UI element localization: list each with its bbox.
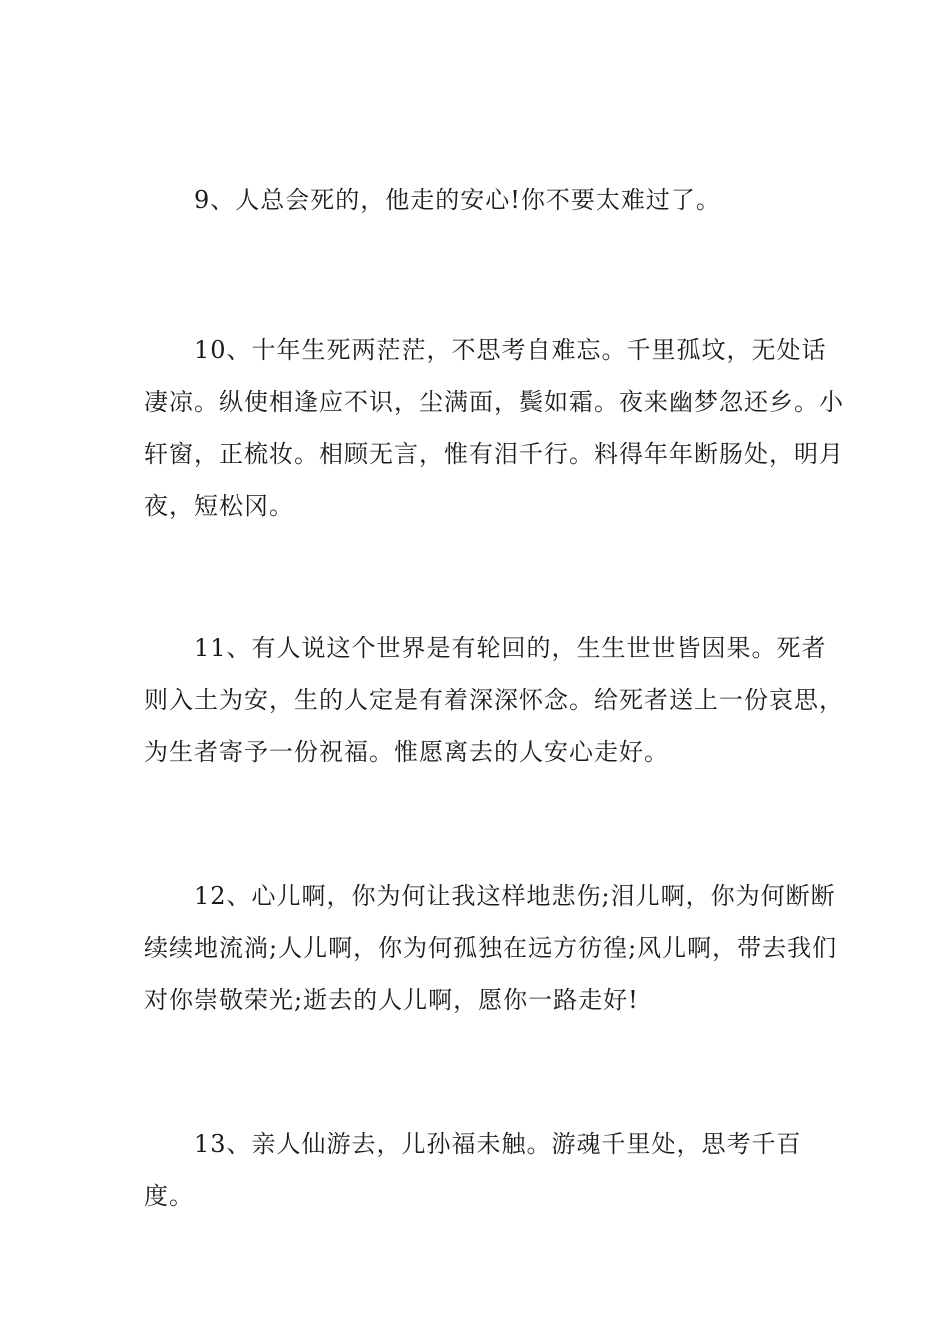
- paragraph-12: 12、心儿啊，你为何让我这样地悲伤;泪儿啊，你为何断断续续地流淌;人儿啊，你为何孤独在远方彷徨;风儿啊，带去我们对你崇敬荣光;逝去的人儿啊，愿你一路走好!: [144, 882, 838, 1014]
- paragraph-9: 9、人总会死的，他走的安心!你不要太难过了。: [194, 186, 721, 214]
- paragraph-13: 13、亲人仙游去，儿孙福未触。游魂千里处，思考千百度。: [144, 1130, 802, 1210]
- paragraph-11: 11、有人说这个世界是有轮回的，生生世世皆因果。死者则入土为安，生的人定是有着深深怀念。给死者送上一份哀思，为生者寄予一份祝福。惟愿离去的人安心走好。: [144, 634, 844, 766]
- paragraph-10: 10、十年生死两茫茫，不思考自难忘。千里孤坟，无处话凄凉。纵使相逢应不识，尘满面，鬓如霜。夜来幽梦忽还乡。小轩窗，正梳妆。相顾无言，惟有泪千行。料得年年断肠处，明月夜，短松冈。: [144, 336, 844, 520]
